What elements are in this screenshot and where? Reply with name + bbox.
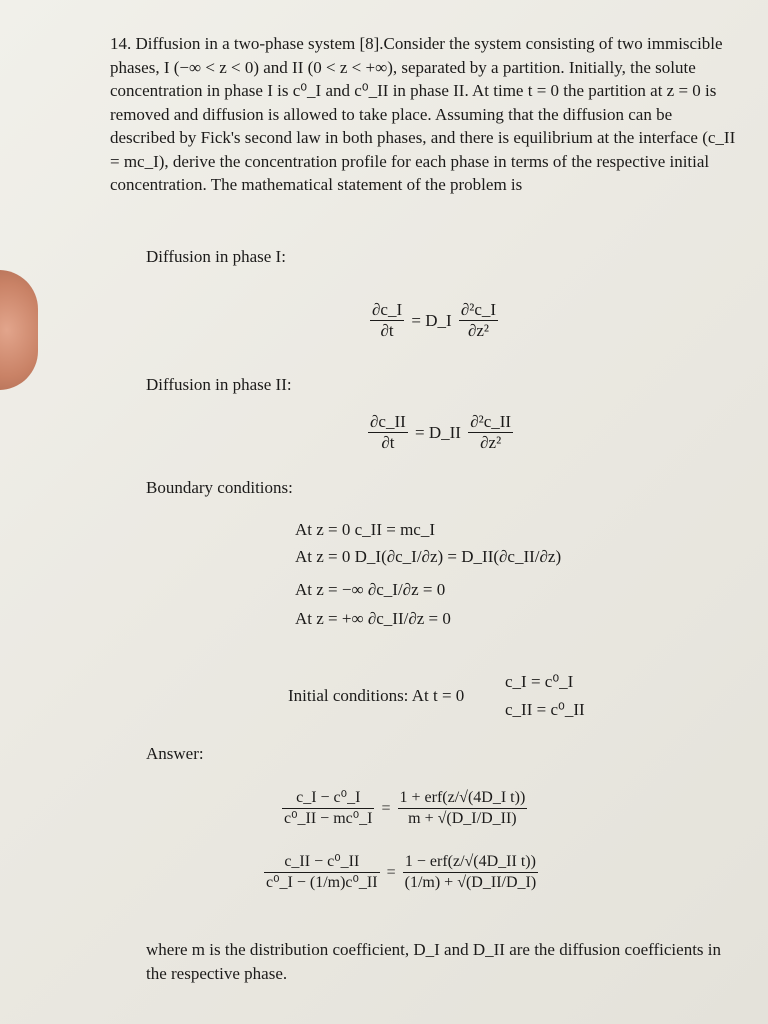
boundary-condition-3: At z = −∞ ∂c_I/∂z = 0 bbox=[295, 580, 446, 599]
phase1-equation bbox=[370, 300, 498, 341]
thumb bbox=[0, 270, 38, 390]
problem-statement bbox=[110, 32, 740, 197]
phase1-coef: = D_I bbox=[411, 310, 452, 330]
answer1-lhs: $\frac{\text{c\_I − c⁰\_I}}{\text{c⁰\_II − mc⁰\_I}}$ bbox=[284, 789, 373, 827]
phase1-rhs: $\frac{\text{∂²c\_I}}{\text{∂z²}}$ bbox=[460, 300, 497, 340]
phase2-equation bbox=[368, 412, 513, 453]
answer-label: Answer: bbox=[146, 744, 204, 763]
answer2-lhs: $\frac{\text{c\_II − c⁰\_II}}{\text{c⁰\_I − (1/m)c⁰\_II}}$ bbox=[266, 853, 378, 891]
boundary-condition-2: At z = 0 D_I(∂c_I/∂z) = D_II(∂c_II/∂z) bbox=[295, 547, 562, 566]
problem-text: Diffusion in a two-phase system [8].Consider the system consisting of two immiscible phases, I (−∞ < z < 0) and II (0 < z < +∞), separated by a partition. Initially, the solute concentration in phase I is c⁰_I and c⁰_II in phase II. At time t = 0 the partition at z = 0 is removed and diffusion is allowed to take place. Assuming that the diffusion can be described by Fick's second law in both phases, and there is equilibrium at the interface (c_II = mc_I), derive the concentration profile for each phase in terms of the respective initial concentration. The mathematical statement of the problem is bbox=[110, 34, 736, 194]
initial-condition-1: c_I = c⁰_I bbox=[505, 672, 574, 691]
answer-equation-2 bbox=[264, 852, 538, 893]
answer1-rhs: $\frac{\text{1 + erf(z/√(4D\_I t))}}{m + √(D\_I/D\_II)}$ bbox=[399, 789, 526, 827]
phase2-rhs: $\frac{\text{∂²c\_II}}{\text{∂z²}}$ bbox=[470, 412, 512, 452]
answer1-equals: = bbox=[381, 799, 391, 817]
phase2-coef: = D_II bbox=[415, 422, 461, 442]
problem-number: 14. bbox=[110, 34, 132, 53]
boundary-condition-4: At z = +∞ ∂c_II/∂z = 0 bbox=[295, 609, 451, 628]
initial-label: Initial conditions: At t = 0 bbox=[288, 686, 465, 705]
boundary-label: Boundary conditions: bbox=[146, 478, 293, 497]
answer-equation-1 bbox=[282, 788, 527, 829]
phase1-lhs: $\frac{\partial c\_I}{\partial t}$ bbox=[372, 300, 403, 340]
boundary-condition-1: At z = 0 c_II = mc_I bbox=[295, 520, 436, 539]
answer2-equals: = bbox=[386, 863, 396, 881]
answer2-rhs: $\frac{\text{1 − erf(z/√(4D\_II t))}}{(1/m) + √(D\_II/D\_I)}$ bbox=[404, 853, 537, 891]
phase1-label: Diffusion in phase I: bbox=[146, 247, 286, 266]
phase2-label: Diffusion in phase II: bbox=[146, 375, 292, 394]
phase2-lhs: $\frac{\partial c\_II}{\partial t}$ bbox=[370, 412, 406, 452]
footer-note: where m is the distribution coefficient, D_I and D_II are the diffusion coefficients in the respective phase. bbox=[146, 940, 722, 983]
initial-condition-2: c_II = c⁰_II bbox=[505, 700, 585, 719]
